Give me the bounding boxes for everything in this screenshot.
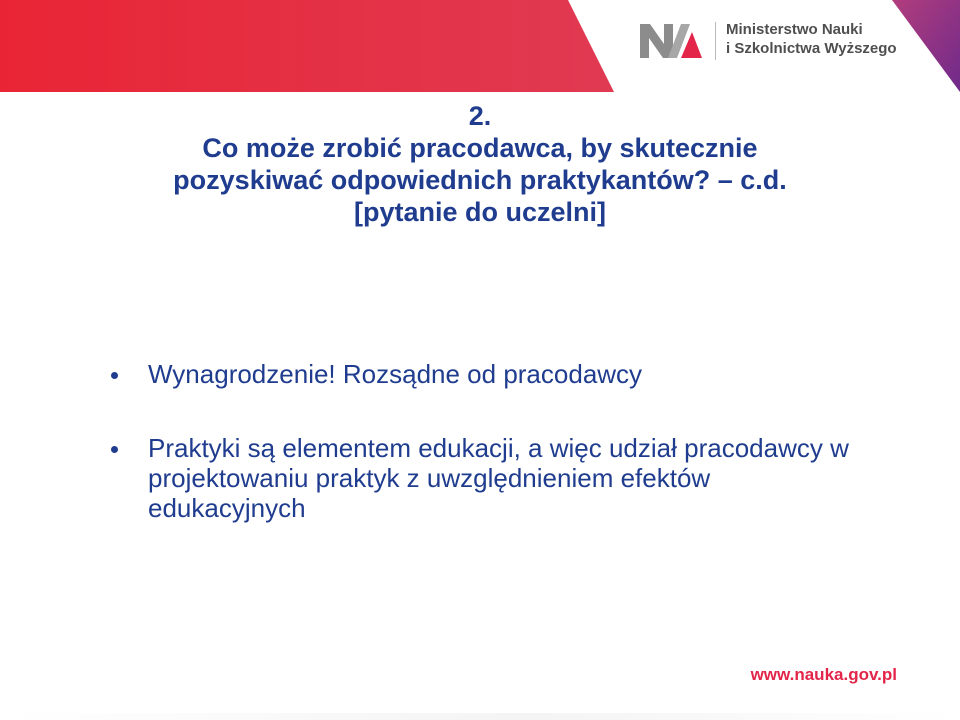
bullet-list bbox=[108, 359, 868, 523]
bullet-item bbox=[108, 433, 868, 523]
ministry-logo bbox=[640, 20, 897, 64]
bullet-icon bbox=[111, 372, 118, 379]
logo-text bbox=[726, 20, 897, 58]
slide-title bbox=[80, 100, 880, 228]
title-number: 2. bbox=[468, 101, 492, 131]
title-line-2: Co może zrobić pracodawca, by skutecznie bbox=[202, 133, 758, 163]
bullet-text: Wynagrodzenie! Rozsądne od pracodawcy bbox=[148, 359, 643, 389]
logo-line-2: i Szkolnictwa Wyższego bbox=[726, 40, 897, 57]
bullet-text: Praktyki są elementem edukacji, a więc udział pracodawcy w projektowaniu praktyk z uwzględnieniem efektów edukacyjnych bbox=[148, 433, 849, 523]
purple-corner-shape bbox=[892, 0, 960, 92]
red-header-shape bbox=[0, 0, 614, 92]
bullet-item bbox=[108, 359, 868, 389]
logo-divider bbox=[715, 22, 716, 60]
footer-website-link[interactable]: www.nauka.gov.pl bbox=[750, 665, 897, 684]
bottom-rule bbox=[0, 713, 960, 720]
logo-line-1: Ministerstwo Nauki bbox=[726, 21, 863, 38]
title-line-4: [pytanie do uczelni] bbox=[353, 197, 607, 227]
bullet-icon bbox=[111, 446, 118, 453]
title-line-3: pozyskiwać odpowiednich praktykantów? – c.d. bbox=[173, 165, 787, 195]
ministry-logo-icon bbox=[640, 24, 702, 58]
